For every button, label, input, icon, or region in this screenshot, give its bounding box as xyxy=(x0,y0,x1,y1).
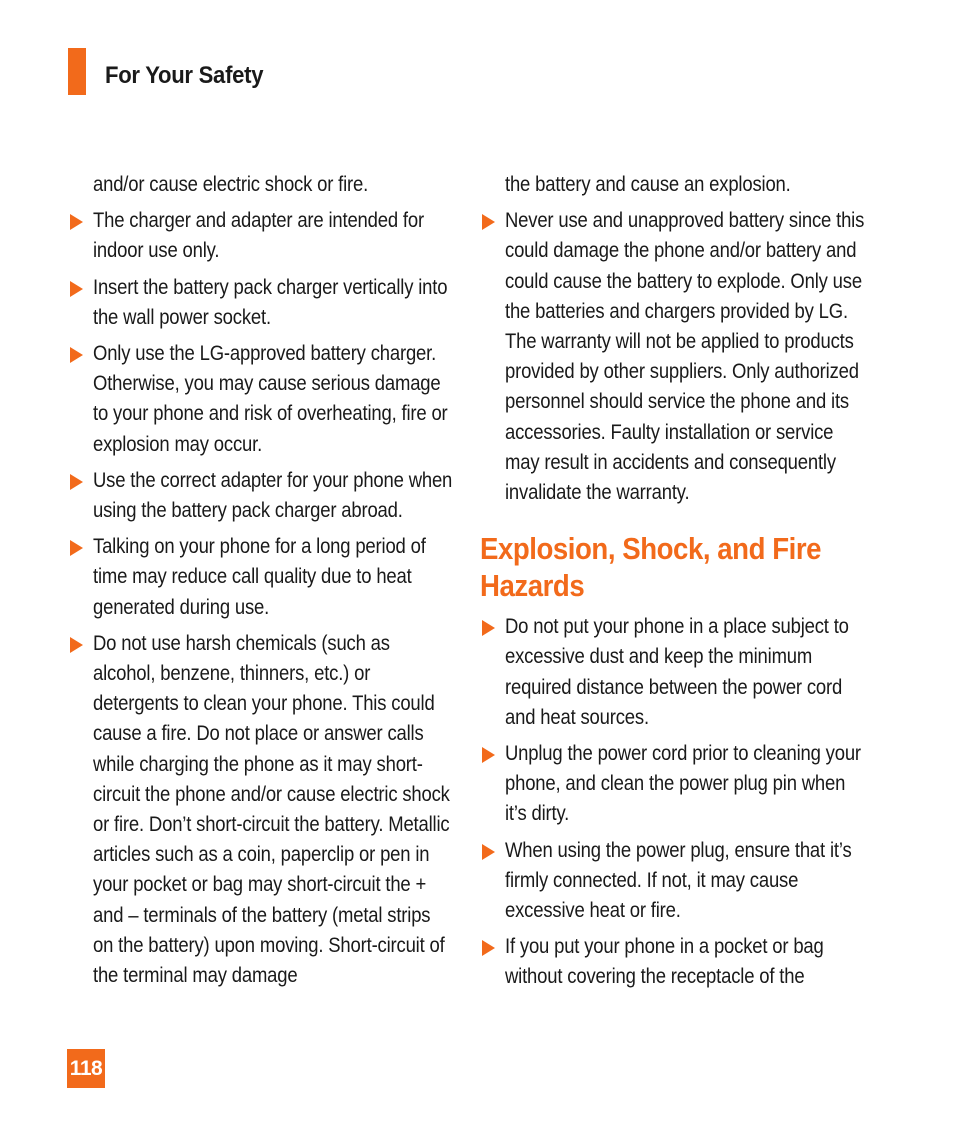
right-triangle-arrow-icon xyxy=(482,747,495,763)
header-accent-bar xyxy=(68,48,86,95)
bullet-text: When using the power plug, ensure that it’s firmly connected. If not, it may cause excessive heat or fire. xyxy=(505,838,852,923)
bullet-item xyxy=(70,532,455,623)
right-triangle-arrow-icon xyxy=(70,281,83,297)
bullet-item xyxy=(482,612,872,733)
continued-paragraph xyxy=(482,170,872,200)
continued-text: the battery and cause an explosion. xyxy=(505,173,791,196)
bullet-item xyxy=(482,836,872,927)
bullet-item xyxy=(70,466,455,526)
right-triangle-arrow-icon xyxy=(70,214,83,230)
bullet-text: Use the correct adapter for your phone when using the battery pack charger abroad. xyxy=(93,468,453,523)
bullet-text: If you put your phone in a pocket or bag without covering the receptacle of the xyxy=(505,935,824,989)
bullet-text: Insert the battery pack charger vertically into the wall power socket. xyxy=(93,275,448,329)
bullet-item xyxy=(482,739,872,830)
right-triangle-arrow-icon xyxy=(70,347,83,363)
right-triangle-arrow-icon xyxy=(70,540,83,556)
section-heading xyxy=(480,530,872,604)
bullet-text: Only use the LG-approved battery charger. Otherwise, you may cause serious damage to your phone and risk of overheating, fire or explosion may occur. xyxy=(93,342,448,456)
bullet-item xyxy=(70,629,455,991)
bullet-item xyxy=(482,932,872,992)
right-triangle-arrow-icon xyxy=(482,844,495,860)
right-column xyxy=(482,170,872,999)
page-number-badge: 118 xyxy=(67,1049,105,1088)
continued-text: and/or cause electric shock or fire. xyxy=(93,173,369,196)
bullet-item xyxy=(70,339,455,460)
right-triangle-arrow-icon xyxy=(482,620,495,636)
page-header-title: For Your Safety xyxy=(105,62,264,89)
bullet-text: The charger and adapter are intended for indoor use only. xyxy=(93,209,424,263)
continued-paragraph xyxy=(70,170,455,200)
bullet-item xyxy=(70,273,455,333)
bullet-item xyxy=(70,206,455,266)
right-triangle-arrow-icon xyxy=(70,474,83,490)
bullet-item xyxy=(482,206,872,508)
bullet-text: Do not put your phone in a place subject to excessive dust and keep the minimum required distance between the power cord and heat sources. xyxy=(505,615,849,729)
bullet-text: Talking on your phone for a long period of time may reduce call quality due to heat generated during use. xyxy=(93,535,426,619)
right-triangle-arrow-icon xyxy=(482,940,495,956)
right-triangle-arrow-icon xyxy=(70,637,83,653)
bullet-text: Never use and unapproved battery since this could damage the phone and/or battery and could cause the battery to explode. Only use the batteries and chargers provided by LG. The warranty will not be applied to products provided by other suppliers. Only authorized personnel should service the phone and its accessories. Faulty installation or service may result in accidents and consequently invalidate the warranty. xyxy=(505,209,865,505)
left-column xyxy=(70,170,455,997)
bullet-text: Do not use harsh chemicals (such as alcohol, benzene, thinners, etc.) or detergents to clean your phone. This could cause a fire. Do not place or answer calls while charging the phone as it may short-circuit the phone and/or cause electric shock or fire. Don’t short-circuit the battery. Metallic articles such as a coin, paperclip or pen in your pocket or bag may short-circuit the + and – terminals of the battery (metal strips on the battery) upon moving. Short-circuit of the terminal may damage xyxy=(93,631,450,988)
bullet-text: Unplug the power cord prior to cleaning your phone, and clean the power plug pin when it’s dirty. xyxy=(505,742,861,826)
right-triangle-arrow-icon xyxy=(482,214,495,230)
section-heading-text: Explosion, Shock, and Fire Hazards xyxy=(480,531,822,604)
